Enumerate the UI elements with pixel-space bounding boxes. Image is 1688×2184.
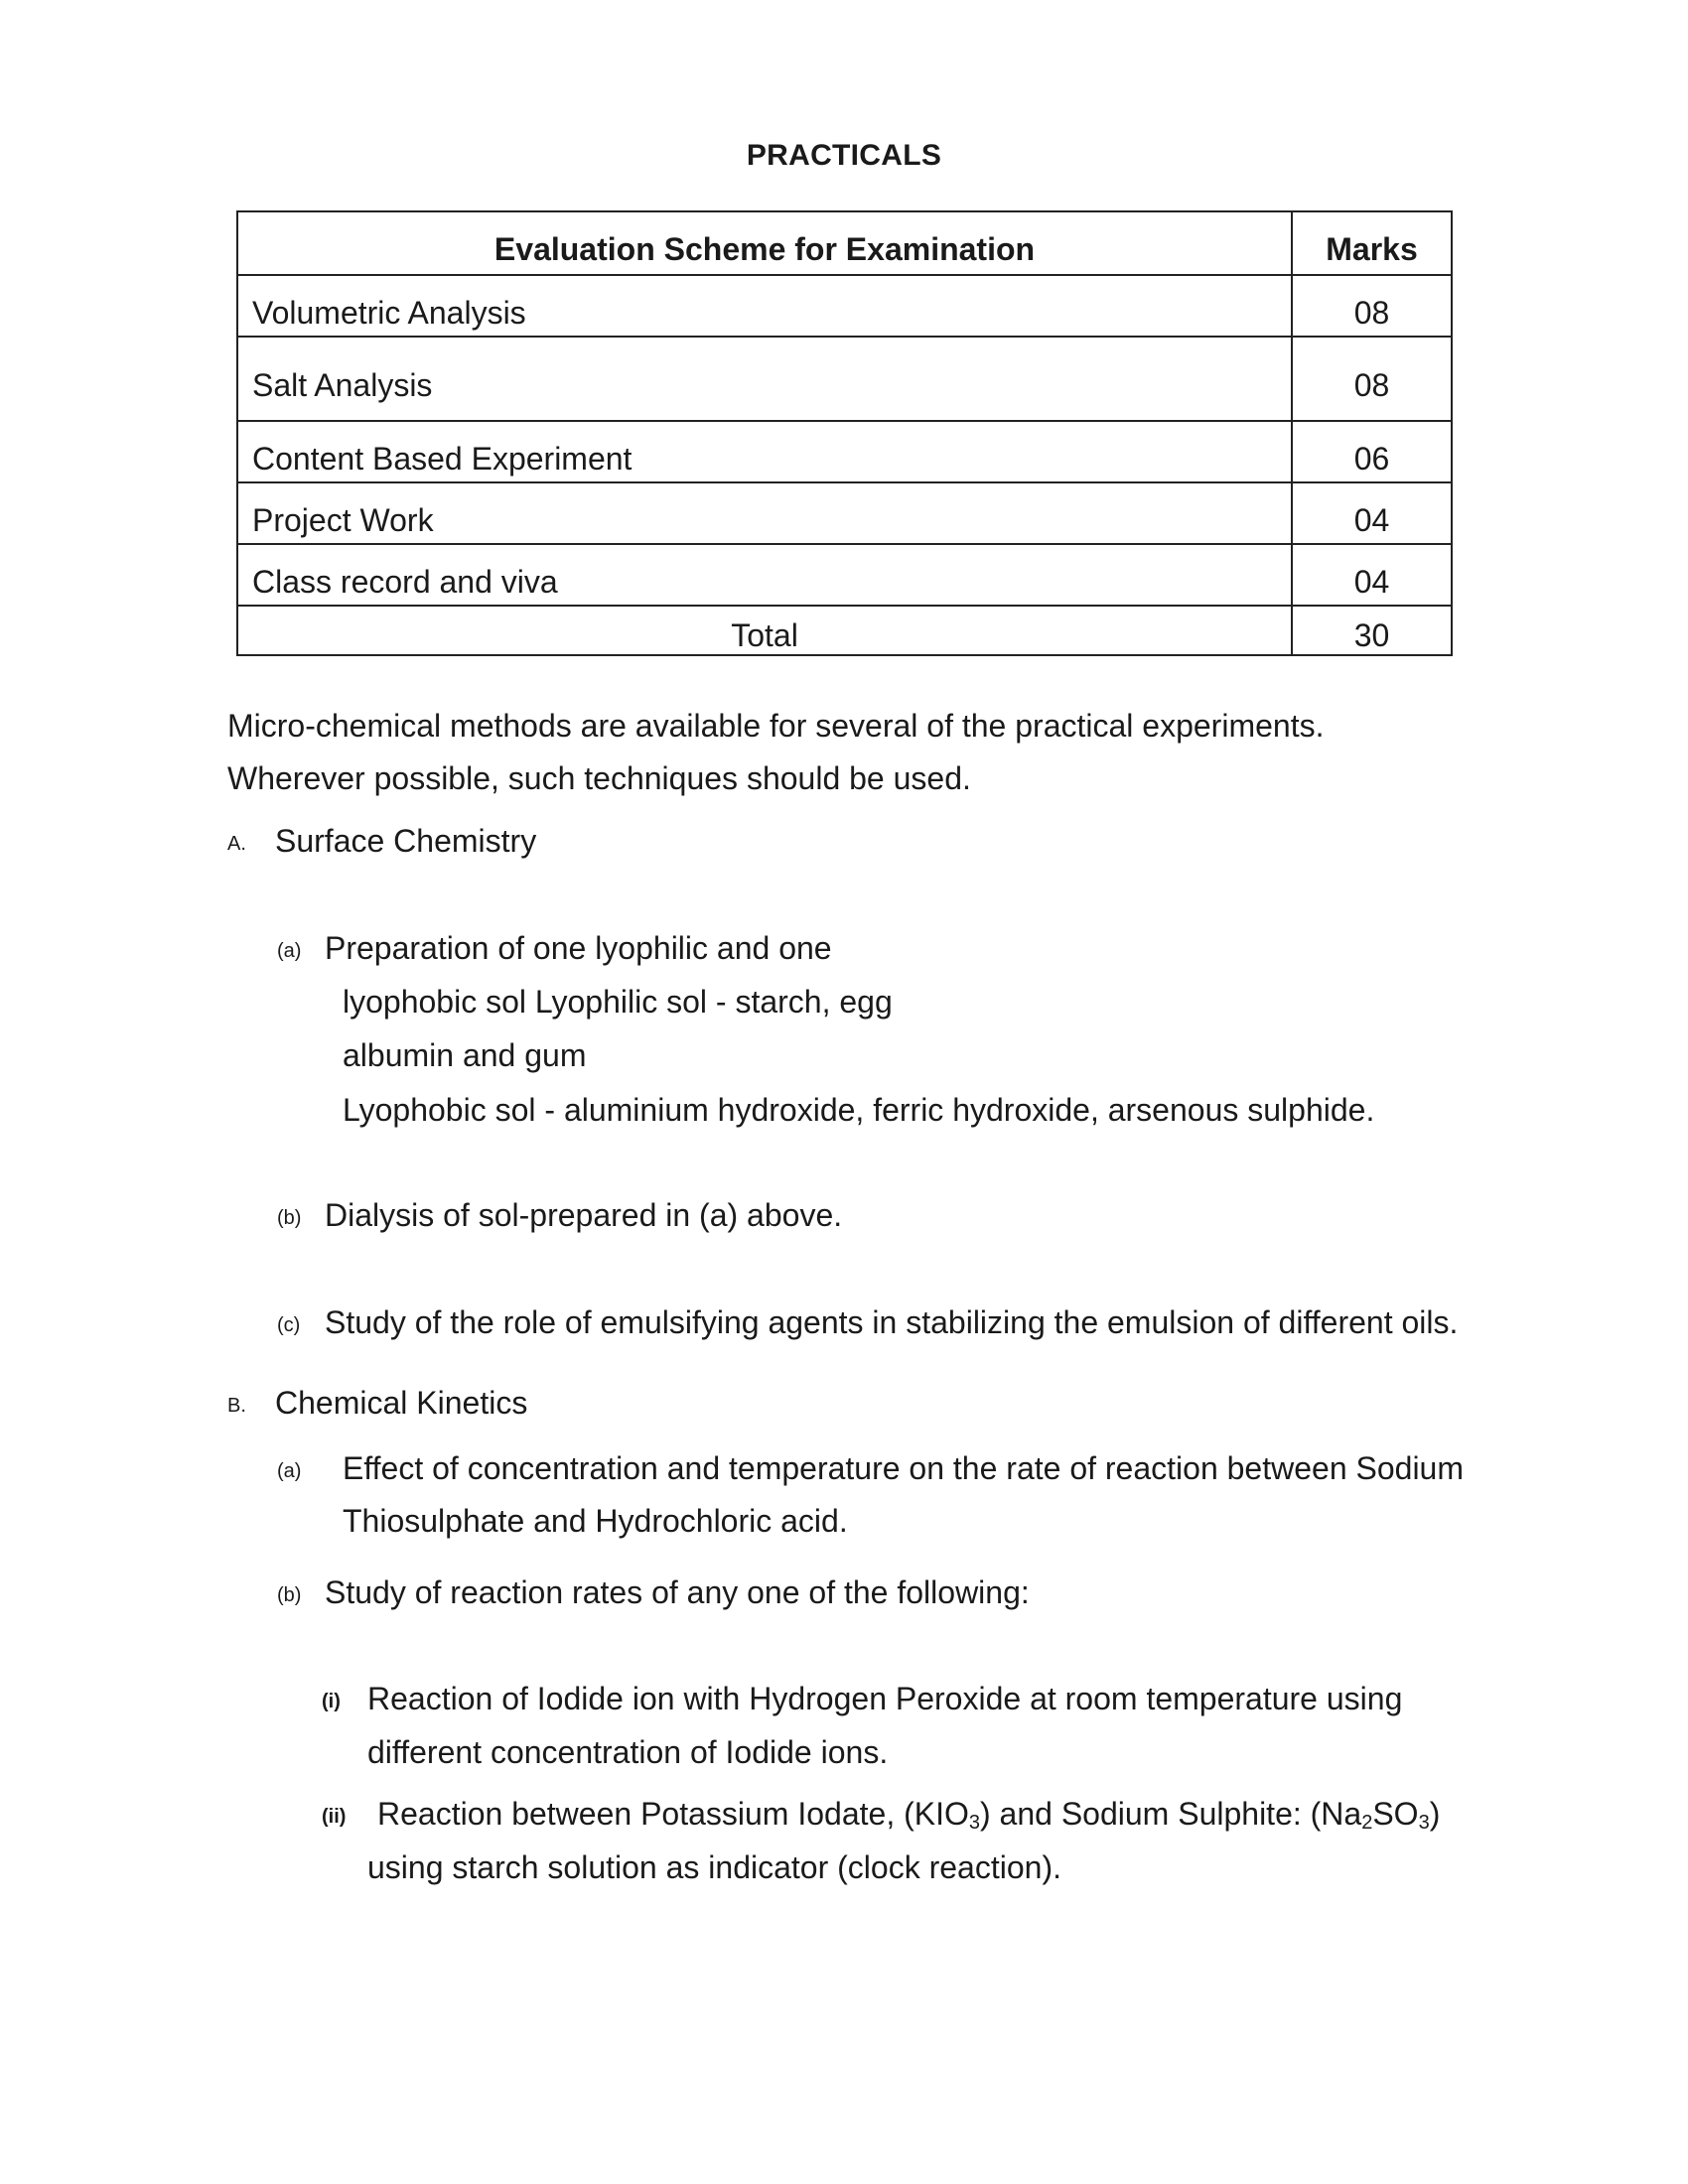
row-marks: 06	[1292, 421, 1452, 482]
sub-ii-text-part-4: )	[1429, 1796, 1441, 1832]
section-b-item-a-line-2: Thiosulphate and Hydrochloric acid.	[343, 1503, 848, 1539]
table-row	[237, 482, 1452, 544]
section-a-item-a-line-4: Lyophobic sol - aluminium hydroxide, ferric hydroxide, arsenous sulphide.	[343, 1092, 1375, 1128]
section-a-item-a-label: (a)	[277, 940, 302, 962]
row-marks: 08	[1292, 275, 1452, 337]
table-row	[237, 544, 1452, 606]
section-a-title: Surface Chemistry	[275, 823, 537, 859]
section-a-item-c-text: Study of the role of emulsifying agents in stabilizing the emulsion of different oils.	[325, 1304, 1459, 1340]
section-b-title: Chemical Kinetics	[275, 1385, 528, 1421]
section-b-item-a-label: (a)	[277, 1460, 302, 1482]
total-label: Total	[237, 606, 1292, 655]
row-marks: 04	[1292, 482, 1452, 544]
row-item: Content Based Experiment	[237, 421, 1292, 482]
table-header-row	[237, 211, 1452, 275]
table-row	[237, 421, 1452, 482]
section-b-sub-ii-label: (ii)	[322, 1806, 347, 1828]
section-a-label: A.	[227, 833, 246, 855]
section-b-item-b-label: (b)	[277, 1584, 302, 1606]
column-header-marks: Marks	[1292, 211, 1452, 275]
total-marks: 30	[1292, 606, 1452, 655]
section-a-item-a-line-2: lyophobic sol Lyophilic sol - starch, egg	[343, 984, 893, 1020]
section-a-item-b-text: Dialysis of sol-prepared in (a) above.	[325, 1197, 843, 1233]
section-a-item-a-line-1: Preparation of one lyophilic and one	[325, 930, 832, 966]
sub-ii-text-part-2: ) and Sodium Sulphite: (Na	[980, 1796, 1362, 1832]
section-b-label: B.	[227, 1395, 246, 1417]
row-marks: 04	[1292, 544, 1452, 606]
row-item: Salt Analysis	[237, 337, 1292, 421]
table-row	[237, 337, 1452, 421]
row-item: Class record and viva	[237, 544, 1292, 606]
section-b-sub-ii-line-1	[377, 1794, 1440, 1834]
row-item: Project Work	[237, 482, 1292, 544]
subscript-3: 3	[968, 1812, 980, 1834]
section-a-item-b-label: (b)	[277, 1207, 302, 1229]
table-row	[237, 275, 1452, 337]
row-marks: 08	[1292, 337, 1452, 421]
intro-line-2: Wherever possible, such techniques should be used.	[227, 760, 971, 796]
sub-ii-text-part-3: SO	[1372, 1796, 1419, 1832]
section-b-sub-i-line-1: Reaction of Iodide ion with Hydrogen Peroxide at room temperature using	[367, 1681, 1403, 1716]
table-total-row	[237, 606, 1452, 655]
subscript-3: 3	[1418, 1812, 1430, 1834]
section-b-sub-i-label: (i)	[322, 1691, 341, 1712]
evaluation-scheme-table	[236, 210, 1453, 656]
page-title: PRACTICALS	[746, 139, 942, 172]
row-item: Volumetric Analysis	[237, 275, 1292, 337]
subscript-2: 2	[1361, 1812, 1373, 1834]
section-b-sub-i-line-2: different concentration of Iodide ions.	[367, 1734, 889, 1770]
section-b-item-a-line-1: Effect of concentration and temperature on the rate of reaction between Sodium	[343, 1450, 1464, 1486]
section-b-item-b-text: Study of reaction rates of any one of the following:	[325, 1574, 1030, 1610]
section-a-item-c-label: (c)	[277, 1314, 301, 1336]
intro-line-1: Micro-chemical methods are available for several of the practical experiments.	[227, 708, 1325, 744]
sub-ii-text-part-1: Reaction between Potassium Iodate, (KIO	[377, 1796, 969, 1832]
section-b-sub-ii-line-2: using starch solution as indicator (clock reaction).	[367, 1849, 1061, 1885]
section-a-item-a-line-3: albumin and gum	[343, 1037, 587, 1073]
column-header-scheme: Evaluation Scheme for Examination	[237, 211, 1292, 275]
